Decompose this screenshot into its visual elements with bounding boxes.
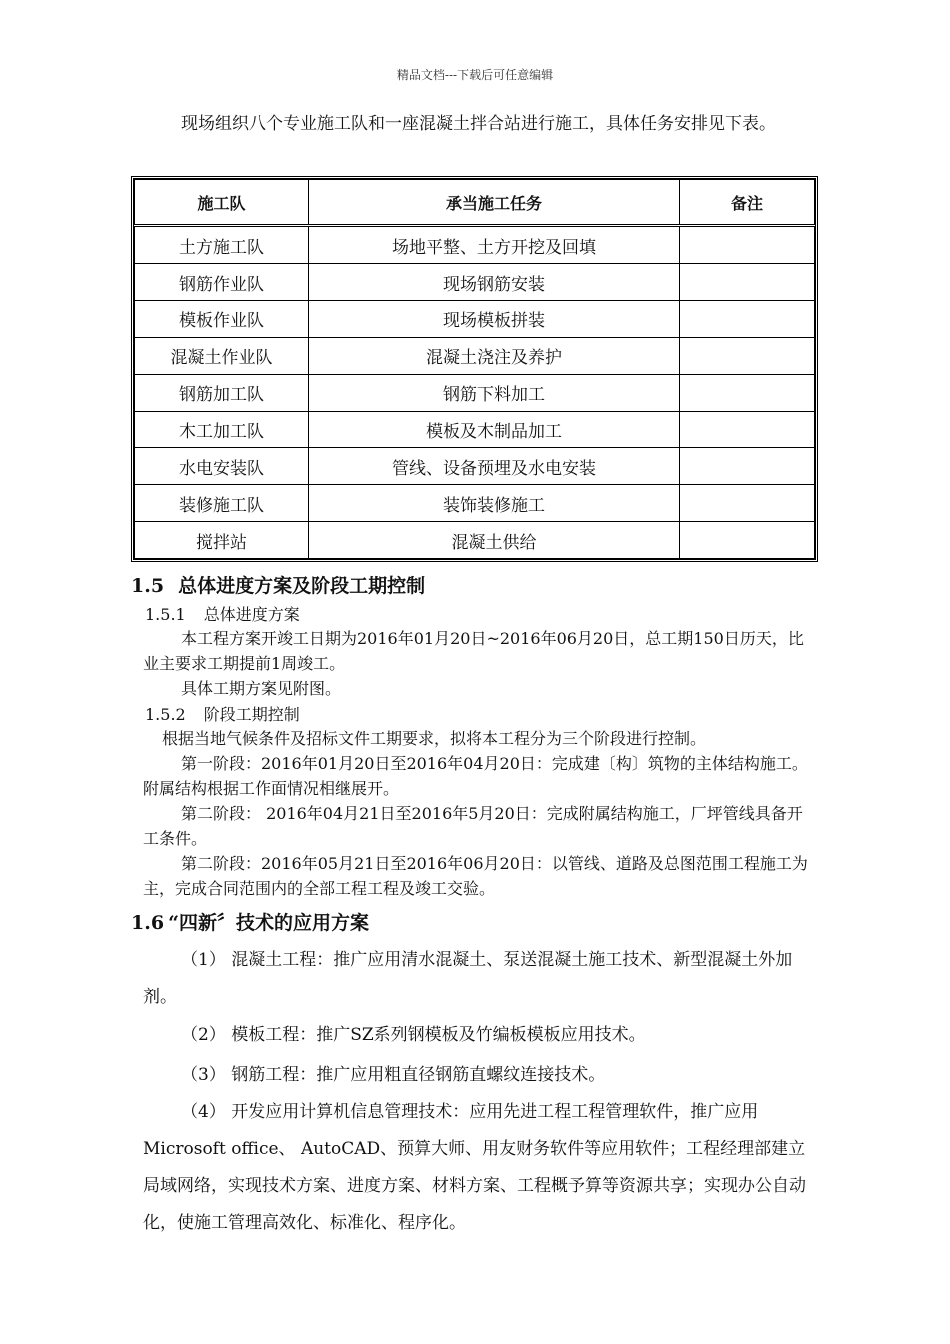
section-number: 1.6 <box>131 912 165 934</box>
team-task-table <box>131 176 818 562</box>
subsection-heading-1-5-1 <box>145 602 300 625</box>
task-cell: 混凝土供给 <box>309 522 680 559</box>
tech-item-3: （3） 钢筋工程：推广应用粗直径钢筋直螺纹连接技术。 <box>181 1065 606 1085</box>
schedule-reference: 具体工期方案见附图。 <box>181 679 342 698</box>
team-cell: 装修施工队 <box>135 485 309 522</box>
note-cell <box>680 337 815 374</box>
table-header-cell: 施工队 <box>135 180 309 226</box>
note-cell <box>680 264 815 301</box>
tech-item-4: （4） 开发应用计算机信息管理技术：应用先进工程工程管理软件，推广应用Microsoft office、 AutoCAD、预算大师、用友财务软件等应用软件；工程经理部建立局域网络，实现技术方案、进度方案、材料方案、工程概予算等资源共享；实现办公自动化，使施工管理高效化、标准化、程序化。 <box>143 1102 806 1233</box>
phase-1-paragraph: 第一阶段：2016年01月20日至2016年04月20日：完成建〔构〕筑物的主体结构施工。附属结构根据工作面情况相继展开。 <box>143 754 808 798</box>
subsection-title: 总体进度方案 <box>203 605 300 624</box>
subsection-number: 1.5.2 <box>145 705 186 724</box>
table-row <box>135 337 815 374</box>
page-header: 精品文档---下载后可任意编辑 <box>396 68 554 82</box>
subsection-heading-1-5-2 <box>145 702 300 725</box>
table-row <box>135 411 815 448</box>
note-cell <box>680 226 815 264</box>
intro-paragraph: 现场组织八个专业施工队和一座混凝土拌合站进行施工，具体任务安排见下表。 <box>181 114 776 134</box>
section-title: “四新〞技术的应用方案 <box>168 912 369 934</box>
subsection-number: 1.5.1 <box>145 605 186 624</box>
phase-3-paragraph: 第二阶段：2016年05月21日至2016年06月20日：以管线、道路及总图范围工程施工为主，完成合同范围内的全部工程工程及竣工交验。 <box>143 854 808 898</box>
table-row <box>135 374 815 411</box>
team-cell: 土方施工队 <box>135 226 309 264</box>
note-cell <box>680 374 815 411</box>
note-cell <box>680 448 815 485</box>
table-row <box>135 264 815 301</box>
task-cell: 现场模板拼装 <box>309 301 680 338</box>
task-cell: 钢筋下料加工 <box>309 374 680 411</box>
schedule-paragraph: 本工程方案开竣工日期为2016年01月20日~2016年06月20日，总工期150日历天，比业主要求工期提前1周竣工。 <box>143 629 804 673</box>
table-row <box>135 522 815 559</box>
section-title: 总体进度方案及阶段工期控制 <box>178 575 426 597</box>
team-cell: 水电安装队 <box>135 448 309 485</box>
note-cell <box>680 411 815 448</box>
task-cell: 模板及木制品加工 <box>309 411 680 448</box>
tech-item-2: （2） 模板工程：推广SZ系列钢模板及竹编板模板应用技术。 <box>181 1025 646 1045</box>
table-header-row <box>135 180 815 226</box>
team-cell: 钢筋加工队 <box>135 374 309 411</box>
task-cell: 场地平整、土方开挖及回填 <box>309 226 680 264</box>
team-cell: 钢筋作业队 <box>135 264 309 301</box>
section-heading-1-6 <box>131 908 369 935</box>
task-cell: 现场钢筋安装 <box>309 264 680 301</box>
table-header-cell: 备注 <box>680 180 815 226</box>
table-row <box>135 448 815 485</box>
task-cell: 装饰装修施工 <box>309 485 680 522</box>
note-cell <box>680 485 815 522</box>
subsection-title: 阶段工期控制 <box>203 705 300 724</box>
phase-2-paragraph: 第二阶段： 2016年04月21日至2016年5月20日：完成附属结构施工，厂坪管线具备开工条件。 <box>143 804 803 848</box>
table-row <box>135 485 815 522</box>
task-cell: 管线、设备预埋及水电安装 <box>309 448 680 485</box>
team-cell: 搅拌站 <box>135 522 309 559</box>
table-header-cell: 承当施工任务 <box>309 180 680 226</box>
task-cell: 混凝土浇注及养护 <box>309 337 680 374</box>
note-cell <box>680 301 815 338</box>
team-cell: 混凝土作业队 <box>135 337 309 374</box>
table-row <box>135 301 815 338</box>
section-heading-1-5 <box>131 571 425 598</box>
note-cell <box>680 522 815 559</box>
table-row <box>135 226 815 264</box>
phase-intro: 根据当地气候条件及招标文件工期要求，拟将本工程分为三个阶段进行控制。 <box>162 729 707 748</box>
team-cell: 模板作业队 <box>135 301 309 338</box>
team-cell: 木工加工队 <box>135 411 309 448</box>
section-number: 1.5 <box>131 575 165 597</box>
tech-item-1: （1） 混凝土工程：推广应用清水混凝土、泵送混凝土施工技术、新型混凝土外加剂。 <box>143 950 793 1007</box>
